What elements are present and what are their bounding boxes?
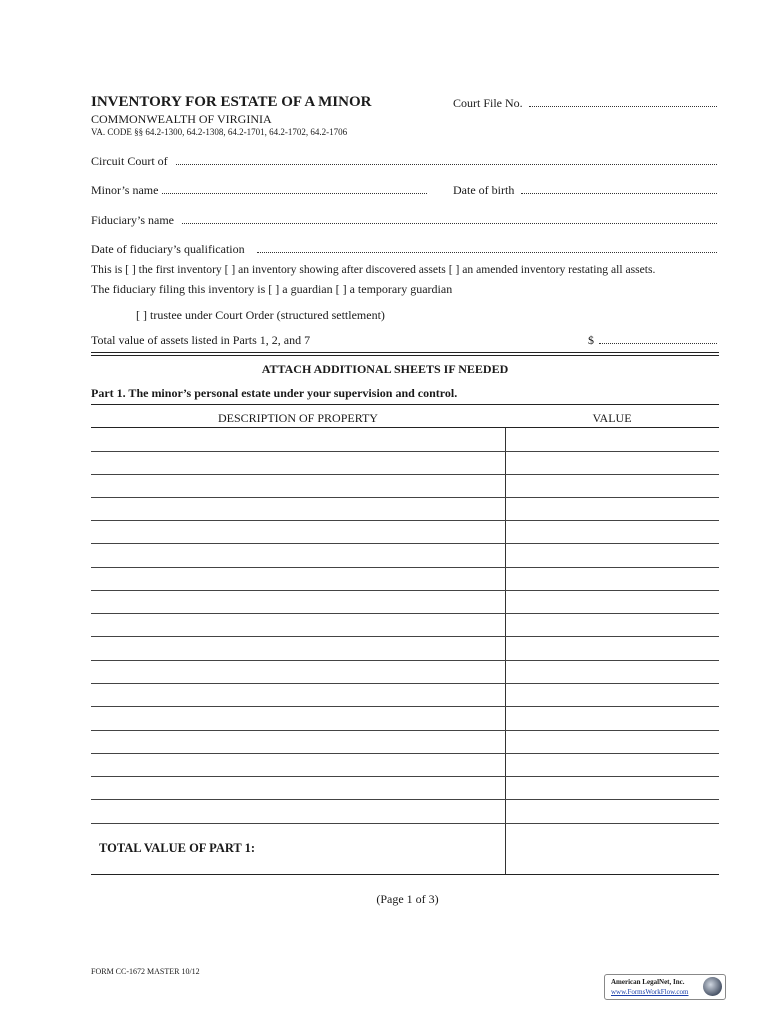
circuit-court-field[interactable] (176, 164, 717, 165)
publisher-url[interactable]: www.FormsWorkFlow.com (611, 988, 689, 996)
part1-heading: Part 1. The minor’s personal estate under your supervision and control. (91, 386, 458, 400)
dob-field[interactable] (521, 193, 717, 194)
form-id: FORM CC-1672 MASTER 10/12 (91, 967, 200, 976)
globe-icon (703, 977, 722, 996)
table-row[interactable] (91, 474, 719, 475)
header-bottom-border (91, 427, 719, 428)
attach-note: ATTACH ADDITIONAL SHEETS IF NEEDED (261, 362, 509, 376)
total-assets-field[interactable] (599, 343, 717, 344)
fiduciary-type-options[interactable]: The fiduciary filing this inventory is [ ] a guardian [ ] a temporary guardian (91, 282, 453, 296)
minor-name-field[interactable] (162, 193, 427, 194)
table-row[interactable] (91, 567, 719, 568)
trustee-option[interactable]: [ ] trustee under Court Order (structured settlement) (136, 308, 385, 322)
table-row[interactable] (91, 451, 719, 452)
section-divider (91, 355, 719, 356)
col-description: DESCRIPTION OF PROPERTY (218, 411, 378, 425)
table-top-border (91, 404, 719, 405)
page-indicator: (Page 1 of 3) (376, 892, 439, 906)
form-title: INVENTORY FOR ESTATE OF A MINOR (91, 94, 372, 110)
dob-label: Date of birth (453, 183, 515, 197)
fiduciary-name-label: Fiduciary’s name (91, 213, 174, 227)
part1-total-value-field[interactable] (506, 824, 719, 875)
code-reference: VA. CODE §§ 64.2-1300, 64.2-1308, 64.2-1701, 64.2-1702, 64.2-1706 (91, 127, 348, 137)
circuit-court-label: Circuit Court of (91, 154, 168, 168)
publisher-name: American LegalNet, Inc. (611, 978, 685, 986)
table-bottom-border (91, 874, 719, 875)
part1-total-label: TOTAL VALUE OF PART 1: (99, 841, 256, 855)
inventory-type-options[interactable]: This is [ ] the first inventory [ ] an inventory showing after discovered assets [ ] an amended inventory restating all assets. (91, 263, 656, 276)
table-row[interactable] (91, 776, 719, 777)
jurisdiction: COMMONWEALTH OF VIRGINIA (91, 112, 272, 126)
table-row[interactable] (91, 590, 719, 591)
currency-symbol: $ (588, 333, 594, 347)
qualification-label: Date of fiduciary’s qualification (91, 242, 245, 256)
court-file-field[interactable] (529, 106, 717, 107)
table-row[interactable] (91, 520, 719, 521)
table-row[interactable] (91, 753, 719, 754)
court-file-label: Court File No. (453, 96, 523, 110)
col-value: VALUE (592, 411, 632, 425)
publisher-logo[interactable] (604, 974, 726, 1000)
table-row[interactable] (91, 730, 719, 731)
table-row[interactable] (91, 683, 719, 684)
table-row[interactable] (91, 706, 719, 707)
minor-name-label: Minor’s name (91, 183, 159, 197)
table-row[interactable] (91, 799, 719, 800)
section-divider (91, 352, 719, 353)
table-row[interactable] (91, 660, 719, 661)
column-divider (505, 428, 506, 875)
qualification-field[interactable] (257, 252, 717, 253)
fiduciary-name-field[interactable] (182, 223, 717, 224)
table-row[interactable] (91, 613, 719, 614)
table-row[interactable] (91, 636, 719, 637)
table-row[interactable] (91, 497, 719, 498)
total-assets-label: Total value of assets listed in Parts 1, 2, and 7 (91, 333, 311, 347)
table-row[interactable] (91, 543, 719, 544)
